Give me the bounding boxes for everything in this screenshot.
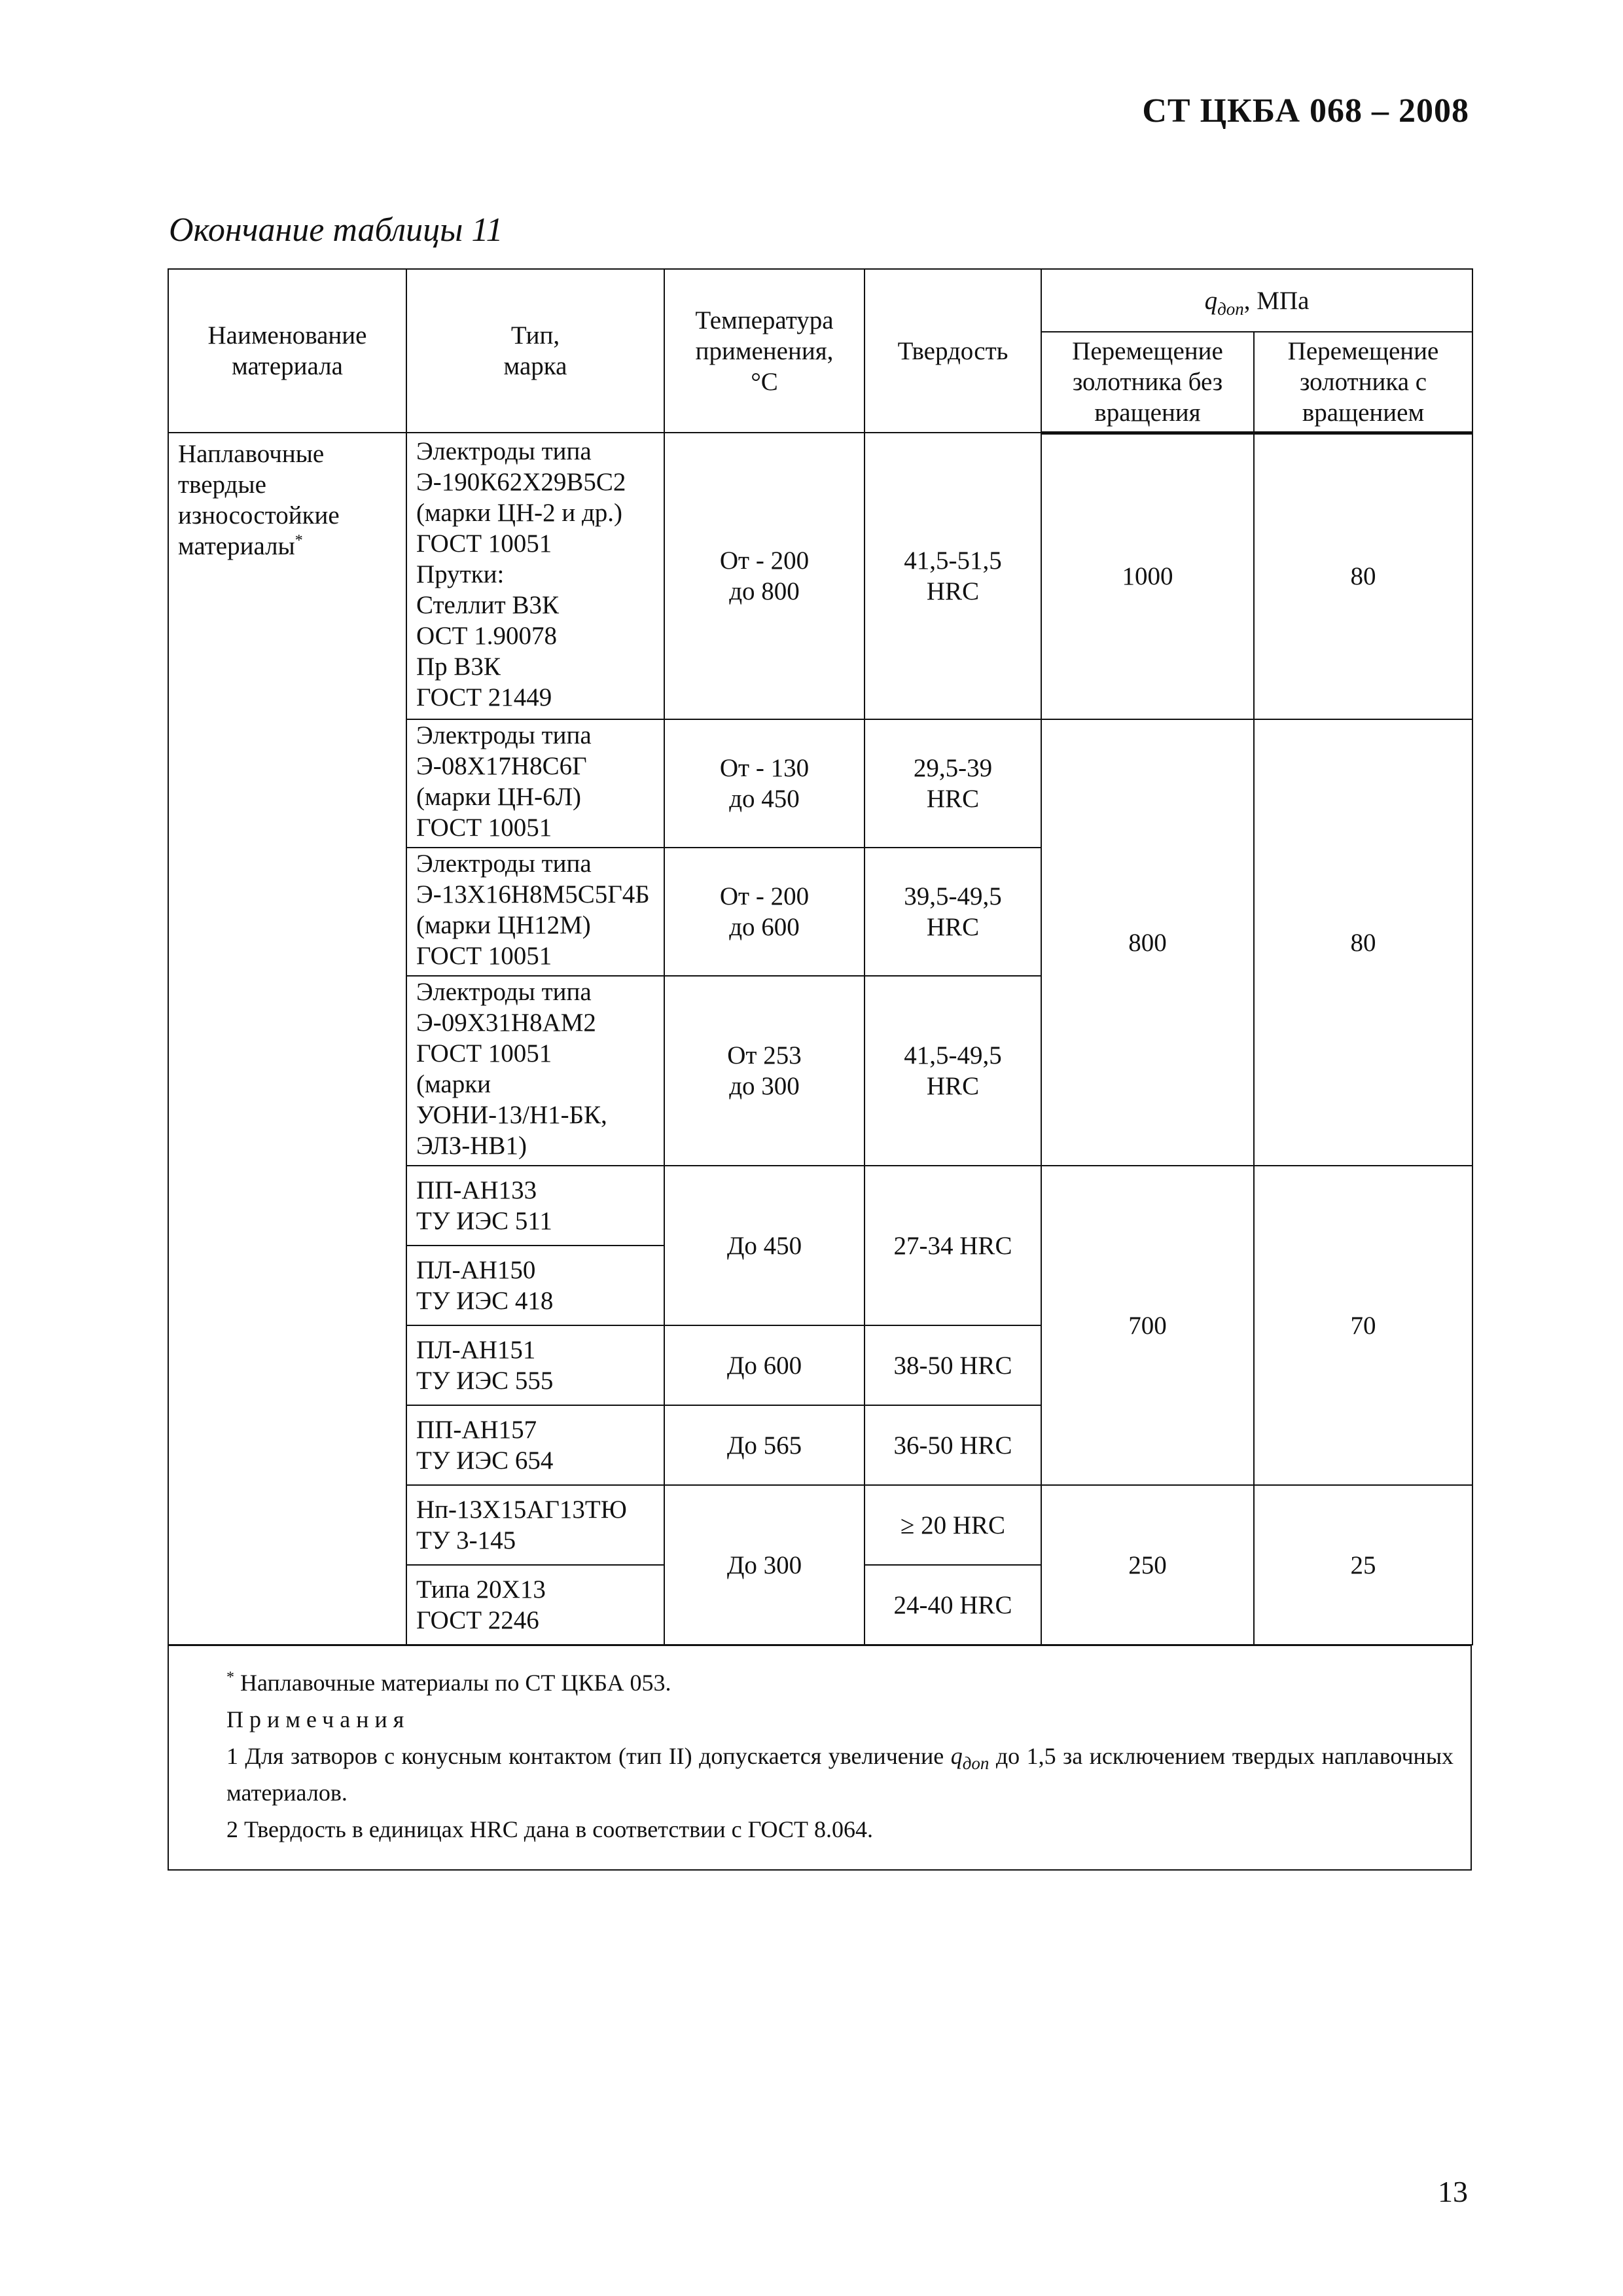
hardness-cell: 41,5-49,5 HRC bbox=[865, 976, 1041, 1166]
type-cell: ПП-АН133 ТУ ИЭС 511 bbox=[406, 1166, 664, 1246]
temp-cell: От - 130 до 450 bbox=[664, 719, 865, 848]
table-notes bbox=[168, 1645, 1472, 1871]
hardness-cell: 27-34 HRC bbox=[865, 1166, 1041, 1325]
q-symbol: q bbox=[950, 1743, 963, 1769]
hardness-cell: ≥ 20 HRC bbox=[865, 1485, 1041, 1565]
temp-cell: До 565 bbox=[664, 1405, 865, 1485]
hardness-cell: 41,5-51,5 HRC bbox=[865, 433, 1041, 719]
type-cell: Электроды типа Э-08Х17Н8С6Г (марки ЦН-6Л) ГОСТ 10051 bbox=[406, 719, 664, 848]
header-q-allowed bbox=[1041, 269, 1472, 332]
q-subscript: доп bbox=[962, 1753, 990, 1774]
header-move-with-rotation: Перемещение золотника с вращением bbox=[1254, 332, 1472, 433]
note-1: 1 Для затворов с конусным контактом (тип II) допускается увеличение $q_{доп}$ до 1,5 за исключением твердых наплавочных материалов. bbox=[226, 1743, 1454, 1806]
note-2: 2 Твердость в единицах HRC дана в соответствии с ГОСТ 8.064. bbox=[226, 1816, 873, 1842]
footnote-mark: * bbox=[294, 532, 303, 549]
header-temperature: Температура применения, °С bbox=[664, 269, 865, 433]
document-code: СТ ЦКБА 068 – 2008 bbox=[1142, 92, 1469, 130]
header-type: Тип, марка bbox=[406, 269, 664, 433]
table-header-row bbox=[168, 269, 1472, 332]
header-move-no-rotation: Перемещение золотника без вращения bbox=[1041, 332, 1254, 433]
table-continuation-title: Окончание таблицы 11 bbox=[169, 211, 503, 249]
hardness-cell: 39,5-49,5 HRC bbox=[865, 848, 1041, 976]
q-unit: , МПа bbox=[1243, 286, 1310, 315]
hardness-cell: 36-50 HRC bbox=[865, 1405, 1041, 1485]
type-cell: Типа 20Х13 ГОСТ 2246 bbox=[406, 1565, 664, 1645]
q-no-rotation-cell: 700 bbox=[1041, 1166, 1254, 1485]
header-material: Наименование материала bbox=[168, 269, 406, 433]
hardness-cell: 24-40 HRC bbox=[865, 1565, 1041, 1645]
temp-cell: От - 200 до 800 bbox=[664, 433, 865, 719]
type-cell: ПЛ-АН150 ТУ ИЭС 418 bbox=[406, 1246, 664, 1325]
material-name-cell: Наплавочные твердые износостойкие материалы* bbox=[168, 433, 406, 1645]
q-symbol: q bbox=[1204, 286, 1218, 315]
footnote-mark: * bbox=[226, 1669, 234, 1686]
temp-cell: До 600 bbox=[664, 1325, 865, 1405]
temp-cell: От 253 до 300 bbox=[664, 976, 865, 1166]
q-rotation-cell: 25 bbox=[1254, 1485, 1472, 1645]
q-rotation-cell: 70 bbox=[1254, 1166, 1472, 1485]
notes-title: Примечания bbox=[226, 1706, 410, 1732]
page-number: 13 bbox=[1438, 2175, 1468, 2208]
q-no-rotation-cell: 800 bbox=[1041, 719, 1254, 1166]
temp-cell: От - 200 до 600 bbox=[664, 848, 865, 976]
type-cell: ПЛ-АН151 ТУ ИЭС 555 bbox=[406, 1325, 664, 1405]
footnote: * Наплавочные материалы по СТ ЦКБА 053. bbox=[226, 1669, 671, 1696]
hardness-cell: 38-50 HRC bbox=[865, 1325, 1041, 1405]
q-rotation-cell: 80 bbox=[1254, 433, 1472, 719]
q-no-rotation-cell: 250 bbox=[1041, 1485, 1254, 1645]
q-rotation-cell: 80 bbox=[1254, 719, 1472, 1166]
temp-cell: До 450 bbox=[664, 1166, 865, 1325]
q-subscript: доп bbox=[1217, 298, 1244, 319]
temp-cell: До 300 bbox=[664, 1485, 865, 1645]
q-no-rotation-cell: 1000 bbox=[1041, 433, 1254, 719]
type-cell: Электроды типа Э-190К62Х29В5С2 (марки ЦН-2 и др.) ГОСТ 10051 Прутки: Стеллит В3К ОСТ 1.90078 Пр В3К ГОСТ 21449 bbox=[406, 433, 664, 719]
type-cell: Электроды типа Э-09Х31Н8АМ2 ГОСТ 10051 (марки УОНИ-13/Н1-БК, ЭЛЗ-НВ1) bbox=[406, 976, 664, 1166]
header-hardness: Твердость bbox=[865, 269, 1041, 433]
hardness-cell: 29,5-39 HRC bbox=[865, 719, 1041, 848]
table-row bbox=[168, 433, 1472, 719]
type-cell: Нп-13Х15АГ13ТЮ ТУ 3-145 bbox=[406, 1485, 664, 1565]
materials-table bbox=[168, 268, 1473, 1645]
type-cell: ПП-АН157 ТУ ИЭС 654 bbox=[406, 1405, 664, 1485]
type-cell: Электроды типа Э-13Х16Н8М5С5Г4Б (марки ЦН12М) ГОСТ 10051 bbox=[406, 848, 664, 976]
